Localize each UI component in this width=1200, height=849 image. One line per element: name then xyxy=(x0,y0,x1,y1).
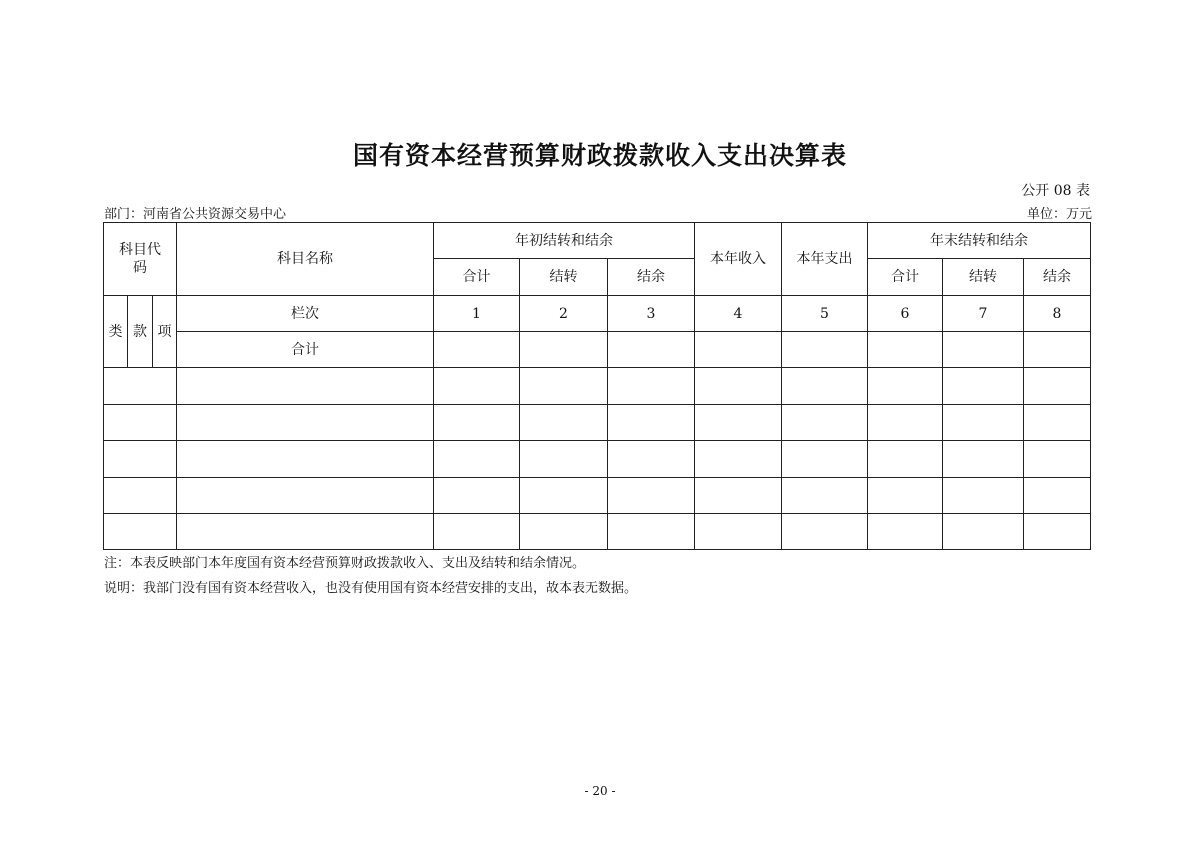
table-cell xyxy=(943,478,1024,514)
table-cell xyxy=(868,405,943,441)
total-row-label: 合计 xyxy=(177,332,434,368)
table-cell xyxy=(943,514,1024,550)
header-subject-code: 科目代码 xyxy=(104,223,177,296)
table-cell xyxy=(520,332,608,368)
table-cell xyxy=(943,405,1024,441)
header-end-carry: 结转 xyxy=(943,259,1024,296)
table-cell xyxy=(1024,514,1091,550)
page-title: 国有资本经营预算财政拨款收入支出决算表 xyxy=(352,141,847,170)
table-cell xyxy=(177,368,434,405)
table-cell xyxy=(177,405,434,441)
table-row xyxy=(104,368,1091,405)
page-number: - 20 - xyxy=(584,784,616,798)
table-cell xyxy=(782,332,868,368)
table-cell xyxy=(782,405,868,441)
table-cell xyxy=(695,332,782,368)
table-cell xyxy=(104,478,177,514)
table-cell xyxy=(1024,478,1091,514)
table-row xyxy=(104,405,1091,441)
header-end-balance: 年末结转和结余 xyxy=(868,223,1091,259)
table-note: 注：本表反映部门本年度国有资本经营预算财政拨款收入、支出及结转和结余情况。 xyxy=(104,556,586,571)
header-begin-balance: 年初结转和结余 xyxy=(434,223,695,259)
table-cell xyxy=(695,514,782,550)
table-cell xyxy=(608,332,695,368)
table-cell xyxy=(695,368,782,405)
table-cell xyxy=(104,441,177,478)
header-subject-name: 科目名称 xyxy=(177,223,434,296)
table-cell xyxy=(1024,368,1091,405)
header-current-income: 本年收入 xyxy=(695,223,782,296)
header-item: 项 xyxy=(153,296,177,368)
table-cell xyxy=(868,332,943,368)
column-index-label: 栏次 xyxy=(177,296,434,332)
header-begin-total: 合计 xyxy=(434,259,520,296)
table-cell xyxy=(520,441,608,478)
table-cell xyxy=(520,405,608,441)
table-cell xyxy=(782,478,868,514)
table-cell xyxy=(434,478,520,514)
table-cell xyxy=(520,514,608,550)
table-cell xyxy=(943,332,1024,368)
table-cell xyxy=(1024,332,1091,368)
table-cell xyxy=(104,514,177,550)
column-number: 6 xyxy=(868,296,943,332)
header-section: 款 xyxy=(128,296,153,368)
unit-label: 单位：万元 xyxy=(1026,207,1092,222)
table-cell xyxy=(695,441,782,478)
table-cell xyxy=(868,368,943,405)
table-cell xyxy=(177,514,434,550)
table-cell xyxy=(177,478,434,514)
header-end-surplus: 结余 xyxy=(1024,259,1091,296)
table-cell xyxy=(177,441,434,478)
table-cell xyxy=(434,514,520,550)
table-cell xyxy=(520,368,608,405)
column-number: 3 xyxy=(608,296,695,332)
table-cell xyxy=(434,441,520,478)
column-number: 8 xyxy=(1024,296,1091,332)
table-cell xyxy=(943,368,1024,405)
budget-table xyxy=(103,222,1091,550)
form-number: 公开 08 表 xyxy=(1021,183,1090,199)
table-cell xyxy=(434,405,520,441)
department-label: 部门：河南省公共资源交易中心 xyxy=(104,207,287,222)
table-cell xyxy=(1024,405,1091,441)
table-cell xyxy=(104,368,177,405)
table-row xyxy=(104,514,1091,550)
table-cell xyxy=(695,478,782,514)
table-cell xyxy=(608,441,695,478)
table-cell xyxy=(434,368,520,405)
column-number: 7 xyxy=(943,296,1024,332)
table-cell xyxy=(1024,441,1091,478)
table-explanation: 说明：我部门没有国有资本经营收入，也没有使用国有资本经营安排的支出，故本表无数据。 xyxy=(104,581,638,596)
table-cell xyxy=(868,478,943,514)
table-cell xyxy=(608,514,695,550)
table-cell xyxy=(608,405,695,441)
table-cell xyxy=(608,478,695,514)
header-category: 类 xyxy=(104,296,128,368)
header-begin-surplus: 结余 xyxy=(608,259,695,296)
table-row xyxy=(104,478,1091,514)
table-cell xyxy=(782,514,868,550)
column-number: 2 xyxy=(520,296,608,332)
table-cell xyxy=(782,441,868,478)
table-cell xyxy=(104,405,177,441)
header-begin-carry: 结转 xyxy=(520,259,608,296)
table-cell xyxy=(608,368,695,405)
column-number: 5 xyxy=(782,296,868,332)
table-row xyxy=(104,441,1091,478)
column-number: 4 xyxy=(695,296,782,332)
table-cell xyxy=(434,332,520,368)
header-current-expense: 本年支出 xyxy=(782,223,868,296)
table-cell xyxy=(520,478,608,514)
table-cell xyxy=(782,368,868,405)
header-end-total: 合计 xyxy=(868,259,943,296)
table-cell xyxy=(868,441,943,478)
table-cell xyxy=(868,514,943,550)
column-number: 1 xyxy=(434,296,520,332)
table-cell xyxy=(695,405,782,441)
table-cell xyxy=(943,441,1024,478)
